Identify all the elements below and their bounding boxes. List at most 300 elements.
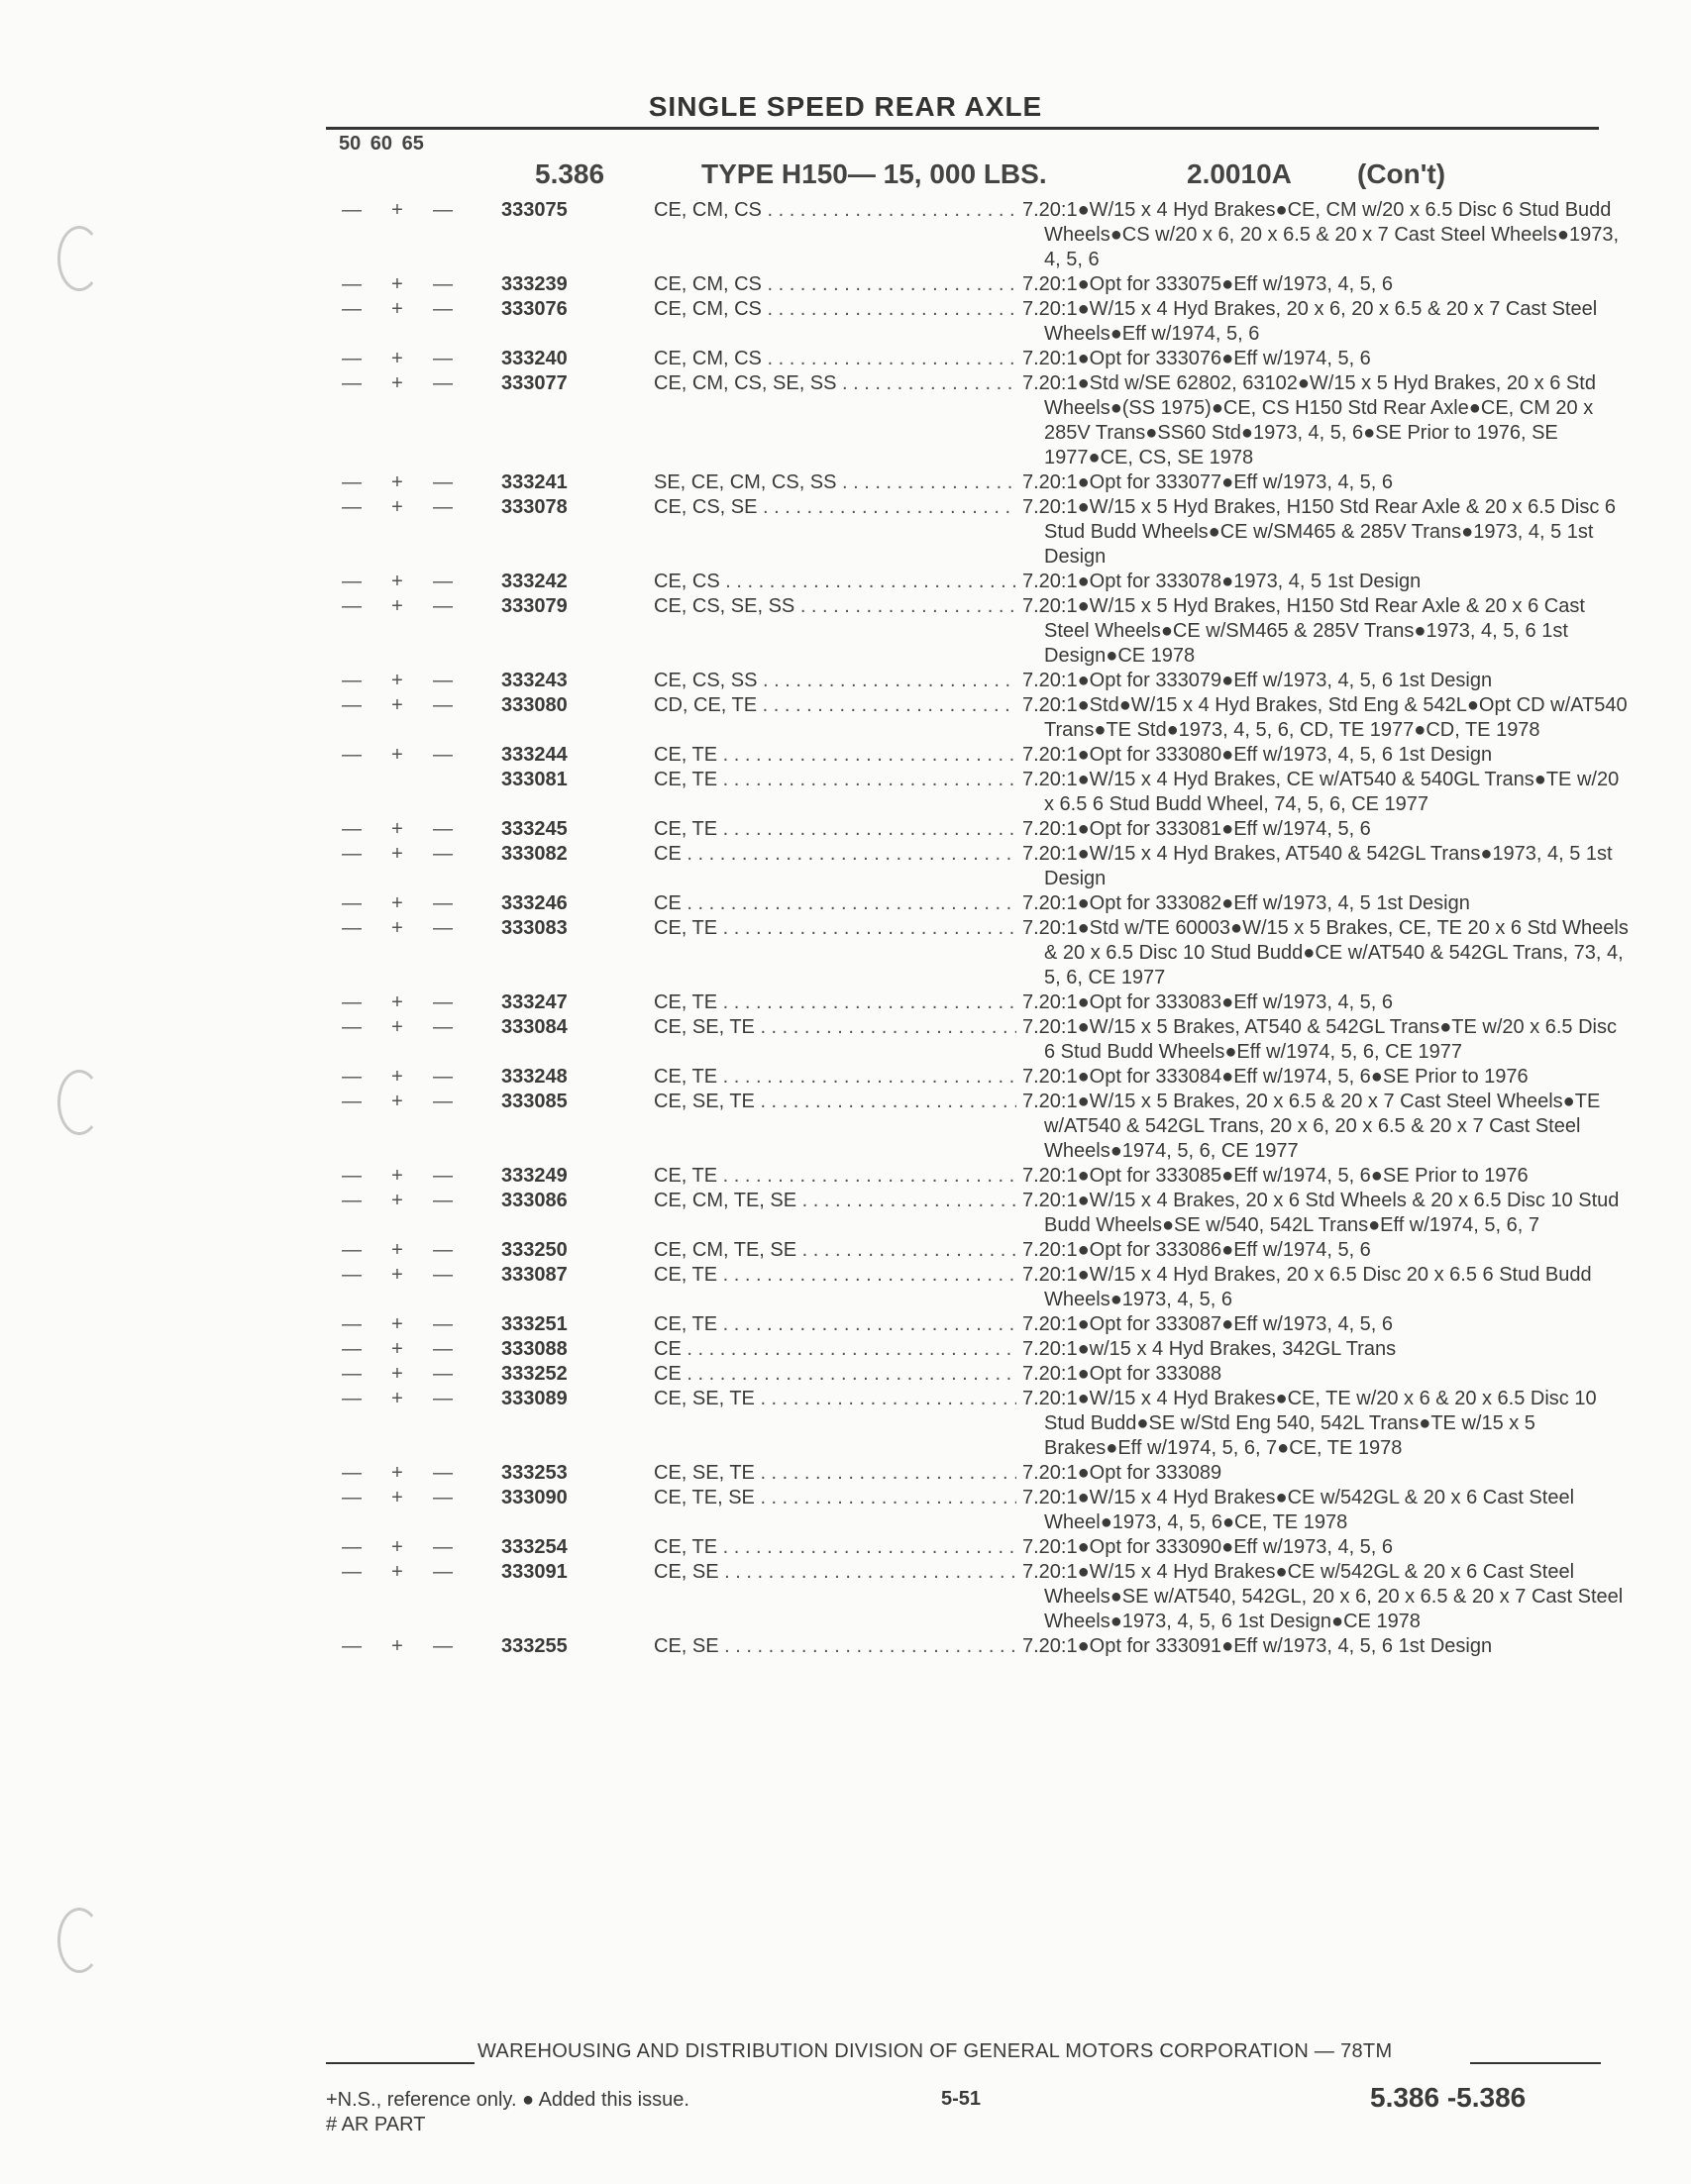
model-codes — [654, 916, 1016, 941]
model-codes-text: CE, SE, TE — [654, 1091, 755, 1112]
part-number: 333250 — [501, 1239, 568, 1261]
part-number: 333241 — [501, 471, 568, 493]
model-codes — [654, 297, 1016, 322]
part-description: 7.20:1●Opt for 333083●Eff w/1973, 4, 5, 6 — [1022, 991, 1394, 1013]
part-row — [0, 1535, 1691, 1560]
part-row — [0, 1015, 1691, 1065]
year-mark: — — [433, 496, 453, 518]
year-mark: — — [433, 1239, 453, 1261]
page-number: 5-51 — [941, 2088, 982, 2110]
part-number: 333243 — [501, 670, 568, 691]
year-mark: — — [342, 1165, 362, 1187]
part-row — [0, 1387, 1691, 1461]
part-description: 7.20:1●W/15 x 4 Hyd Brakes, 20 x 6.5 Disc 20 x 6.5 6 Stud Budd Wheels●1973, 4, 5, 6 — [1022, 1264, 1592, 1310]
part-number: 333249 — [501, 1165, 568, 1187]
year-mark: + — [391, 694, 403, 716]
year-mark: — — [342, 1313, 362, 1335]
year-columns: 50 60 65 — [339, 133, 424, 155]
part-number: 333242 — [501, 571, 568, 592]
part-description: 7.20:1●w/15 x 4 Hyd Brakes, 342GL Trans — [1022, 1338, 1397, 1360]
year-mark: — — [433, 1561, 453, 1583]
year-marks — [342, 1238, 453, 1263]
part-number: 333075 — [501, 199, 568, 221]
part-description: 7.20:1●Opt for 333090●Eff w/1973, 4, 5, 6 — [1022, 1536, 1394, 1558]
model-codes-text: CE — [654, 1338, 682, 1360]
year-marks — [342, 297, 453, 322]
model-codes-text: CE, CS, SE — [654, 496, 758, 518]
parts-list — [0, 198, 1691, 1659]
year-mark: — — [433, 1016, 453, 1038]
year-mark: + — [391, 471, 403, 493]
year-mark: — — [433, 1462, 453, 1484]
part-description: 7.20:1●Opt for 333082●Eff w/1973, 4, 5 1st Design — [1022, 892, 1470, 914]
year-marks — [342, 1362, 453, 1387]
part-row — [0, 570, 1691, 594]
year-mark: — — [342, 372, 362, 394]
part-description: 7.20:1●Std w/TE 60003●W/15 x 5 Brakes, CE, TE 20 x 6 Std Wheels & 20 x 6.5 Disc 10 Stud Budd●CE w/AT540 & 542GL Trans, 73, 4, 5, 6, CE 1977 — [1022, 917, 1629, 988]
part-number: 333255 — [501, 1635, 568, 1657]
year-mark: + — [391, 1016, 403, 1038]
year-marks — [342, 817, 453, 842]
model-codes-text: CE, TE — [654, 1066, 718, 1088]
part-description: 7.20:1●Opt for 333091●Eff w/1973, 4, 5, 6 1st Design — [1022, 1635, 1493, 1657]
footer-rule-right — [1470, 2062, 1601, 2064]
part-number: 333239 — [501, 273, 568, 295]
year-mark: + — [391, 496, 403, 518]
year-mark: — — [342, 694, 362, 716]
part-row — [0, 1486, 1691, 1535]
model-codes — [654, 594, 1016, 619]
part-number: 333254 — [501, 1536, 568, 1558]
year-marks — [342, 1560, 453, 1585]
part-number: 333079 — [501, 595, 568, 617]
part-description: 7.20:1●W/15 x 4 Hyd Brakes, AT540 & 542GL Trans●1973, 4, 5 1st Design — [1022, 843, 1613, 889]
model-codes — [654, 1461, 1016, 1486]
model-codes-text: CE, TE — [654, 1165, 718, 1187]
year-mark: — — [433, 892, 453, 914]
model-codes — [654, 272, 1016, 297]
year-mark: — — [433, 1388, 453, 1409]
model-codes-text: CE, TE — [654, 1264, 718, 1286]
model-codes — [654, 693, 1016, 718]
year-mark: + — [391, 1264, 403, 1286]
model-codes-text: CE, CM, CS — [654, 273, 762, 295]
year-mark: — — [433, 372, 453, 394]
part-description: 7.20:1●W/15 x 4 Hyd Brakes●CE w/542GL & 20 x 6 Cast Steel Wheels●SE w/AT540, 542GL, 20 x 6, 20 x 6.5 & 20 x 7 Cast Steel Wheels●1973, 4, 5, 6 1st Design●CE 1978 — [1022, 1561, 1624, 1632]
year-mark: + — [391, 1561, 403, 1583]
year-mark: + — [391, 199, 403, 221]
part-row — [0, 916, 1691, 990]
group-code: 2.0010A — [1187, 158, 1292, 189]
part-row — [0, 198, 1691, 272]
year-mark: — — [342, 1561, 362, 1583]
part-row — [0, 669, 1691, 693]
year-mark: — — [342, 991, 362, 1013]
model-codes-text: CE, TE — [654, 991, 718, 1013]
axle-type: TYPE H150— 15, 000 LBS. — [701, 158, 1047, 189]
part-number: 333081 — [501, 769, 568, 790]
model-codes-text: CE, CM, CS — [654, 199, 762, 221]
part-description: 7.20:1●Opt for 333088 — [1022, 1363, 1222, 1385]
year-mark: — — [342, 818, 362, 840]
year-mark: — — [433, 818, 453, 840]
year-mark: — — [342, 670, 362, 691]
part-description: 7.20:1●Opt for 333081●Eff w/1974, 5, 6 — [1022, 818, 1371, 840]
year-mark: — — [433, 670, 453, 691]
year-mark: — — [342, 1091, 362, 1112]
year-mark: — — [342, 199, 362, 221]
binder-hole-bottom — [57, 1908, 101, 1973]
year-mark: — — [433, 1338, 453, 1360]
year-mark: + — [391, 1338, 403, 1360]
model-codes — [654, 891, 1016, 916]
model-codes-text: CE, TE — [654, 1536, 718, 1558]
part-description: 7.20:1●Opt for 333078●1973, 4, 5 1st Design — [1022, 571, 1422, 592]
model-codes — [654, 371, 1016, 396]
year-mark: — — [433, 694, 453, 716]
year-marks — [342, 570, 453, 594]
year-marks — [342, 272, 453, 297]
year-marks — [342, 1312, 453, 1337]
part-number: 333088 — [501, 1338, 568, 1360]
continued-label: (Con't) — [1357, 158, 1446, 189]
part-row — [0, 743, 1691, 768]
model-codes — [654, 1015, 1016, 1040]
model-codes-text: CE, CM, TE, SE — [654, 1190, 797, 1211]
year-mark: + — [391, 273, 403, 295]
model-codes — [654, 817, 1016, 842]
model-codes — [654, 1337, 1016, 1362]
part-description: 7.20:1●Std●W/15 x 4 Hyd Brakes, Std Eng & 542L●Opt CD w/AT540 Trans●TE Std●1973, 4, 5, 6, CD, TE 1977●CD, TE 1978 — [1022, 694, 1628, 741]
year-mark: — — [342, 892, 362, 914]
model-codes-text: CE — [654, 843, 682, 865]
part-number: 333078 — [501, 496, 568, 518]
year-marks — [342, 693, 453, 718]
year-marks — [342, 1090, 453, 1114]
part-row — [0, 1362, 1691, 1387]
year-marks — [342, 1015, 453, 1040]
model-codes-text: CE — [654, 1363, 682, 1385]
part-description: 7.20:1●W/15 x 4 Hyd Brakes, 20 x 6, 20 x 6.5 & 20 x 7 Cast Steel Wheels●Eff w/1974, 5, 6 — [1022, 298, 1598, 345]
year-marks — [342, 842, 453, 867]
page-title: SINGLE SPEED REAR AXLE — [648, 91, 1043, 122]
part-number: 333240 — [501, 348, 568, 369]
year-mark: — — [433, 843, 453, 865]
part-row — [0, 768, 1691, 817]
year-mark: + — [391, 1313, 403, 1335]
part-number: 333245 — [501, 818, 568, 840]
model-codes-text: CE, CM, CS — [654, 298, 762, 320]
part-number: 333087 — [501, 1264, 568, 1286]
year-mark: — — [433, 744, 453, 766]
part-row — [0, 1461, 1691, 1486]
year-mark: — — [342, 1363, 362, 1385]
year-mark: + — [391, 1239, 403, 1261]
model-codes-text: CE, CS — [654, 571, 720, 592]
year-marks — [342, 891, 453, 916]
model-codes — [654, 990, 1016, 1015]
model-codes — [654, 347, 1016, 371]
year-mark: + — [391, 818, 403, 840]
year-mark: + — [391, 892, 403, 914]
year-mark: + — [391, 1165, 403, 1187]
part-row — [0, 371, 1691, 470]
year-marks — [342, 347, 453, 371]
part-row — [0, 495, 1691, 570]
model-codes — [654, 842, 1016, 867]
year-marks — [342, 1065, 453, 1090]
year-mark: — — [433, 1536, 453, 1558]
year-marks — [342, 916, 453, 941]
model-codes-text: CE — [654, 892, 682, 914]
part-row — [0, 1189, 1691, 1238]
year-mark: — — [433, 1066, 453, 1088]
model-codes — [654, 1312, 1016, 1337]
year-marks — [342, 669, 453, 693]
year-mark: — — [433, 917, 453, 939]
model-codes — [654, 198, 1016, 223]
year-mark: + — [391, 917, 403, 939]
year-mark: — — [433, 1635, 453, 1657]
part-number: 333251 — [501, 1313, 568, 1335]
model-codes-text: CD, CE, TE — [654, 694, 758, 716]
part-row — [0, 693, 1691, 743]
year-mark: — — [433, 991, 453, 1013]
part-description: 7.20:1●W/15 x 4 Hyd Brakes●CE, CM w/20 x 6.5 Disc 6 Stud Budd Wheels●CS w/20 x 6, 20 x 6.5 & 20 x 7 Cast Steel Wheels●1973, 4, 5, 6 — [1022, 199, 1619, 270]
part-description: 7.20:1●Opt for 333076●Eff w/1974, 5, 6 — [1022, 348, 1371, 369]
part-description: 7.20:1●Opt for 333075●Eff w/1973, 4, 5, 6 — [1022, 273, 1394, 295]
part-row — [0, 1164, 1691, 1189]
model-codes-text: CE, TE, SE — [654, 1487, 755, 1508]
model-codes — [654, 1560, 1016, 1585]
year-mark: — — [433, 273, 453, 295]
legend-line-1: +N.S., reference only. ● Added this issue. — [326, 2089, 689, 2111]
model-codes-text: CE, TE — [654, 818, 718, 840]
year-mark: — — [342, 917, 362, 939]
year-mark: — — [433, 1190, 453, 1211]
year-mark: + — [391, 1190, 403, 1211]
year-mark: — — [342, 471, 362, 493]
model-codes-text: CE, SE — [654, 1635, 719, 1657]
year-mark: — — [433, 1487, 453, 1508]
year-mark: — — [342, 496, 362, 518]
model-codes — [654, 1387, 1016, 1411]
year-marks — [342, 1634, 453, 1659]
year-mark: + — [391, 1635, 403, 1657]
part-row — [0, 990, 1691, 1015]
footer-rule-left — [326, 2062, 475, 2064]
part-row — [0, 1065, 1691, 1090]
year-marks — [342, 594, 453, 619]
year-mark: — — [342, 298, 362, 320]
model-codes — [654, 1238, 1016, 1263]
year-mark: — — [433, 1264, 453, 1286]
part-description: 7.20:1●Opt for 333089 — [1022, 1462, 1222, 1484]
part-number: 333076 — [501, 298, 568, 320]
year-mark: — — [342, 1016, 362, 1038]
part-row — [0, 891, 1691, 916]
year-mark: — — [342, 595, 362, 617]
year-mark: — — [433, 298, 453, 320]
year-marks — [342, 1387, 453, 1411]
part-row — [0, 1263, 1691, 1312]
part-description: 7.20:1●W/15 x 5 Brakes, 20 x 6.5 & 20 x 7 Cast Steel Wheels●TE w/AT540 & 542GL Trans, 20 x 6, 20 x 6.5 & 20 x 7 Cast Steel Wheels●1974, 5, 6, CE 1977 — [1022, 1091, 1601, 1162]
part-description: 7.20:1●W/15 x 4 Hyd Brakes●CE w/542GL & 20 x 6 Cast Steel Wheel●1973, 4, 5, 6●CE, TE 1978 — [1022, 1487, 1575, 1533]
part-description: 7.20:1●W/15 x 4 Hyd Brakes, CE w/AT540 & 540GL Trans●TE w/20 x 6.5 6 Stud Budd Wheel, 74, 5, 6, CE 1977 — [1022, 769, 1620, 815]
model-codes — [654, 669, 1016, 693]
group-number: 5.386 — [535, 158, 605, 189]
year-mark: — — [342, 1462, 362, 1484]
footer-division: WAREHOUSING AND DISTRIBUTION DIVISION OF GENERAL MOTORS CORPORATION — 78TM — [477, 2040, 1393, 2062]
year-mark: — — [433, 471, 453, 493]
year-mark: — — [342, 571, 362, 592]
part-row — [0, 842, 1691, 891]
year-marks — [342, 198, 453, 223]
year-mark: — — [342, 744, 362, 766]
part-row — [0, 817, 1691, 842]
part-number: 333253 — [501, 1462, 568, 1484]
part-row — [0, 1090, 1691, 1164]
part-number: 333086 — [501, 1190, 568, 1211]
year-mark: — — [342, 1536, 362, 1558]
part-number: 333089 — [501, 1388, 568, 1409]
part-description: 7.20:1●Opt for 333079●Eff w/1973, 4, 5, 6 1st Design — [1022, 670, 1493, 691]
year-mark: — — [342, 1338, 362, 1360]
model-codes — [654, 570, 1016, 594]
year-mark: + — [391, 991, 403, 1013]
part-number: 333246 — [501, 892, 568, 914]
model-codes — [654, 1634, 1016, 1659]
year-mark: + — [391, 1462, 403, 1484]
year-mark: — — [342, 348, 362, 369]
part-number: 333080 — [501, 694, 568, 716]
part-description: 7.20:1●W/15 x 5 Brakes, AT540 & 542GL Trans●TE w/20 x 6.5 Disc 6 Stud Budd Wheels●Eff w/1974, 5, 6, CE 1977 — [1022, 1016, 1617, 1063]
part-number: 333252 — [501, 1363, 568, 1385]
year-mark: + — [391, 298, 403, 320]
year-mark: + — [391, 1066, 403, 1088]
part-description: 7.20:1●Opt for 333077●Eff w/1973, 4, 5, 6 — [1022, 471, 1394, 493]
year-mark: + — [391, 843, 403, 865]
legend-line-2: # AR PART — [326, 2114, 426, 2135]
year-mark: — — [342, 1066, 362, 1088]
year-mark: — — [342, 1635, 362, 1657]
year-mark: + — [391, 1363, 403, 1385]
year-marks — [342, 495, 453, 520]
model-codes-text: CE, TE — [654, 744, 718, 766]
year-mark: + — [391, 595, 403, 617]
year-mark: — — [433, 1363, 453, 1385]
part-description: 7.20:1●W/15 x 5 Hyd Brakes, H150 Std Rear Axle & 20 x 6 Cast Steel Wheels●CE w/SM465 & 285V Trans●1973, 4, 5, 6 1st Design●CE 1978 — [1022, 595, 1585, 667]
year-mark: + — [391, 1487, 403, 1508]
model-codes — [654, 743, 1016, 768]
year-mark: + — [391, 744, 403, 766]
model-codes-text: CE, CM, CS — [654, 348, 762, 369]
part-description: 7.20:1●Opt for 333087●Eff w/1973, 4, 5, 6 — [1022, 1313, 1394, 1335]
model-codes — [654, 1164, 1016, 1189]
year-mark: — — [342, 1487, 362, 1508]
year-marks — [342, 990, 453, 1015]
model-codes-text: CE, CS, SE, SS — [654, 595, 795, 617]
year-mark: + — [391, 1091, 403, 1112]
model-codes-text: CE, CM, CS, SE, SS — [654, 372, 837, 394]
model-codes-text: CE, CM, TE, SE — [654, 1239, 797, 1261]
year-mark: — — [433, 571, 453, 592]
year-mark: — — [433, 1165, 453, 1187]
year-mark: — — [433, 1091, 453, 1112]
part-description: 7.20:1●W/15 x 4 Brakes, 20 x 6 Std Wheels & 20 x 6.5 Disc 10 Stud Budd Wheels●SE w/540, 542L Trans●Eff w/1974, 5, 6, 7 — [1022, 1190, 1620, 1236]
part-row — [0, 1312, 1691, 1337]
year-marks — [342, 470, 453, 495]
model-codes-text: CE, SE, TE — [654, 1388, 755, 1409]
year-mark: — — [342, 843, 362, 865]
model-codes — [654, 1263, 1016, 1288]
part-number: 333247 — [501, 991, 568, 1013]
part-row — [0, 1634, 1691, 1659]
model-codes-text: CE, TE — [654, 917, 718, 939]
year-marks — [342, 1461, 453, 1486]
year-mark: — — [433, 1313, 453, 1335]
part-row — [0, 594, 1691, 669]
part-description: 7.20:1●Std w/SE 62802, 63102●W/15 x 5 Hyd Brakes, 20 x 6 Std Wheels●(SS 1975)●CE, CS H150 Std Rear Axle●CE, CM 20 x 285V Trans●SS60 Std●1973, 4, 5, 6●SE Prior to 1976, SE 1977●CE, CS, SE 1978 — [1022, 372, 1596, 468]
year-mark: — — [433, 595, 453, 617]
model-codes — [654, 768, 1016, 792]
year-marks — [342, 1164, 453, 1189]
model-codes — [654, 1535, 1016, 1560]
model-codes-text: CE, SE — [654, 1561, 719, 1583]
part-description: 7.20:1●Opt for 333084●Eff w/1974, 5, 6●SE Prior to 1976 — [1022, 1066, 1529, 1088]
part-row — [0, 1238, 1691, 1263]
model-codes-text: CE, SE, TE — [654, 1016, 755, 1038]
year-mark: + — [391, 372, 403, 394]
model-codes — [654, 470, 1016, 495]
year-marks — [342, 743, 453, 768]
model-codes — [654, 1362, 1016, 1387]
model-codes-text: SE, CE, CM, CS, SS — [654, 471, 837, 493]
part-number: 333082 — [501, 843, 568, 865]
part-row — [0, 470, 1691, 495]
part-row — [0, 272, 1691, 297]
model-codes — [654, 1065, 1016, 1090]
model-codes — [654, 1486, 1016, 1510]
year-mark: — — [342, 1239, 362, 1261]
part-number: 333091 — [501, 1561, 568, 1583]
part-number: 333248 — [501, 1066, 568, 1088]
page-reference: 5.386 -5.386 — [1370, 2082, 1527, 2113]
year-marks — [342, 1263, 453, 1288]
year-marks — [342, 1189, 453, 1213]
year-mark: — — [433, 199, 453, 221]
model-codes — [654, 1090, 1016, 1114]
part-description: 7.20:1●Opt for 333085●Eff w/1974, 5, 6●SE Prior to 1976 — [1022, 1165, 1529, 1187]
year-mark: + — [391, 1536, 403, 1558]
title-rule — [326, 127, 1599, 130]
year-mark: + — [391, 571, 403, 592]
year-marks — [342, 371, 453, 396]
part-description: 7.20:1●W/15 x 5 Hyd Brakes, H150 Std Rear Axle & 20 x 6.5 Disc 6 Stud Budd Wheels●CE w/SM465 & 285V Trans●1973, 4, 5 1st Design — [1022, 496, 1617, 568]
model-codes-text: CE, TE — [654, 1313, 718, 1335]
year-mark: — — [433, 348, 453, 369]
legend — [326, 2088, 689, 2137]
part-number: 333084 — [501, 1016, 568, 1038]
part-number: 333085 — [501, 1091, 568, 1112]
model-codes — [654, 495, 1016, 520]
part-number: 333090 — [501, 1487, 568, 1508]
model-codes — [654, 1189, 1016, 1213]
part-row — [0, 347, 1691, 371]
part-number: 333083 — [501, 917, 568, 939]
year-mark: + — [391, 348, 403, 369]
part-description: 7.20:1●Opt for 333080●Eff w/1973, 4, 5, 6 1st Design — [1022, 744, 1493, 766]
